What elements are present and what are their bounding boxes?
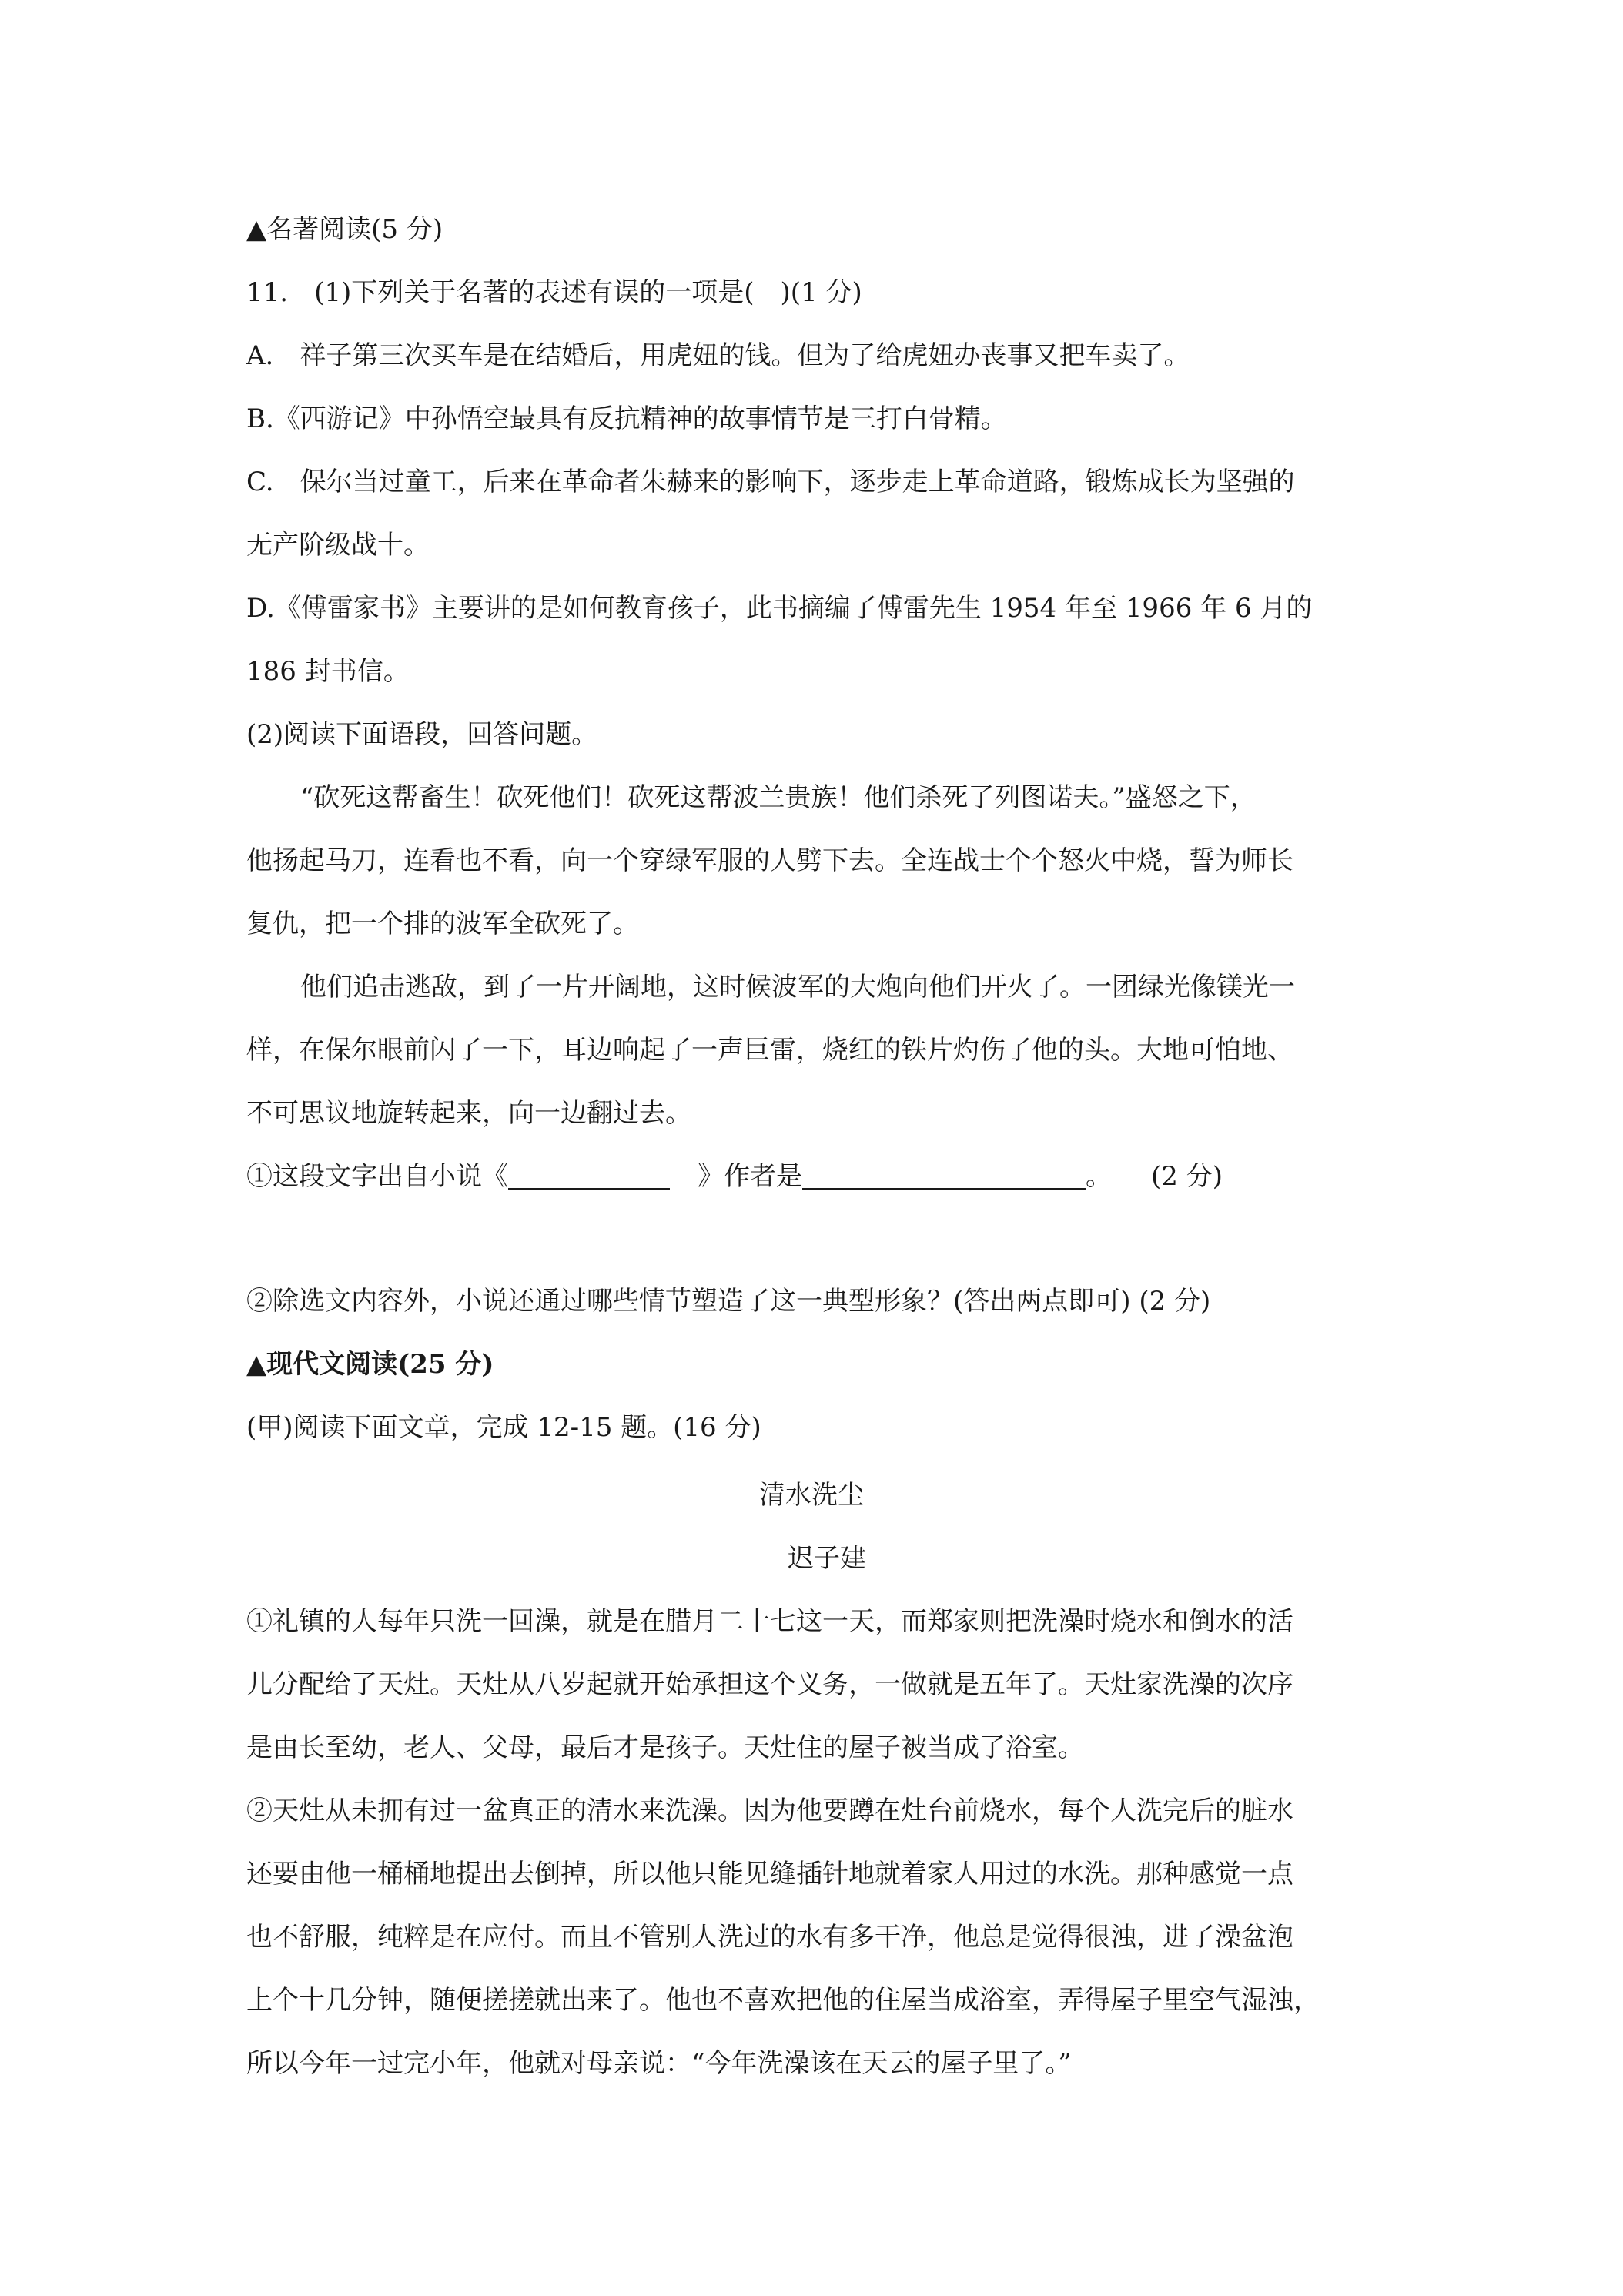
passage-line: 他扬起马刀，连看也不看，向一个穿绿军服的人劈下去。全连战士个个怒火中烧，誓为师长: [246, 845, 1293, 876]
article-line: 所以今年一过完小年，他就对母亲说：“今年洗澡该在天云的屋子里了。”: [246, 2048, 1072, 2079]
article-line: 也不舒服，纯粹是在应付。而且不管别人洗过的水有多干净，他总是觉得很浊，进了澡盆泡: [246, 1922, 1293, 1953]
article-line: 是由长至幼，老人、父母，最后才是孩子。天灶住的屋子被当成了浴室。: [246, 1732, 1084, 1763]
author-blank[interactable]: [802, 1162, 1086, 1190]
passage-line: 不可思议地旋转起来，向一边翻过去。: [246, 1098, 691, 1129]
option-a: A. 祥子第三次买车是在结婚后，用虎妞的钱。但为了给虎妞办丧事又把车卖了。: [246, 340, 1190, 371]
sub-question-1: [246, 1160, 1223, 1193]
article-line: ①礼镇的人每年只洗一回澡，就是在腊月二十七这一天，而郑家则把洗澡时烧水和倒水的活: [246, 1606, 1293, 1637]
passage-line: 样，在保尔眼前闪了一下，耳边响起了一声巨雷，烧红的铁片灼伤了他的头。大地可怕地、: [246, 1035, 1293, 1066]
sub-question-1-suffix: 。 (2 分): [1086, 1161, 1223, 1192]
option-b: B.《西游记》中孙悟空最具有反抗精神的故事情节是三打白骨精。: [246, 403, 1007, 434]
modern-section-header: ▲现代文阅读(25 分): [246, 1349, 494, 1380]
option-d-line-2: 186 封书信。: [246, 656, 410, 687]
question-11-stem: 11. (1)下列关于名著的表述有误的一项是( )(1 分): [246, 277, 862, 308]
option-c-line-2: 无产阶级战十。: [246, 530, 430, 561]
article-title: 清水洗尘: [759, 1480, 864, 1511]
classics-section-header: ▲名著阅读(5 分): [246, 214, 443, 245]
article-line: 还要由他一桶桶地提出去倒掉，所以他只能见缝插针地就着家人用过的水洗。那种感觉一点: [246, 1859, 1293, 1889]
sub-question-1-mid: 》作者是: [698, 1161, 802, 1192]
option-d-line-1: D.《傅雷家书》主要讲的是如何教育孩子，此书摘编了傅雷先生 1954 年至 1966 年 6 月的: [246, 593, 1313, 624]
article-author: 迟子建: [788, 1543, 866, 1574]
sub-question-2: ②除选文内容外，小说还通过哪些情节塑造了这一典型形象？(答出两点即可) (2 分): [246, 1286, 1211, 1317]
passage-line: “砍死这帮畜生！砍死他们！砍死这帮波兰贵族！他们杀死了列图诺夫。”盛怒之下，: [300, 782, 1257, 813]
article-line: 上个十几分钟，随便搓搓就出来了。他也不喜欢把他的住屋当成浴室，弄得屋子里空气湿浊，: [246, 1985, 1320, 2016]
article-line: 儿分配给了天灶。天灶从八岁起就开始承担这个义务，一做就是五年了。天灶家洗澡的次序: [246, 1669, 1293, 1700]
sub-question-1-prefix: ①这段文字出自小说《: [246, 1161, 508, 1192]
passage-line: 复仇，把一个排的波军全砍死了。: [246, 909, 639, 939]
part-2-intro: (2)阅读下面语段，回答问题。: [246, 719, 598, 750]
novel-title-blank[interactable]: [508, 1162, 670, 1190]
passage-line: 他们追击逃敌，到了一片开阔地，这时候波军的大炮向他们开火了。一团绿光像镁光一: [300, 972, 1295, 1002]
reading-instruction: (甲)阅读下面文章，完成 12-15 题。(16 分): [246, 1412, 761, 1443]
article-line: ②天灶从未拥有过一盆真正的清水来洗澡。因为他要蹲在灶台前烧水，每个人洗完后的脏水: [246, 1796, 1293, 1826]
option-c-line-1: C. 保尔当过童工，后来在革命者朱赫来的影响下，逐步走上革命道路，锻炼成长为坚强的: [246, 467, 1295, 497]
